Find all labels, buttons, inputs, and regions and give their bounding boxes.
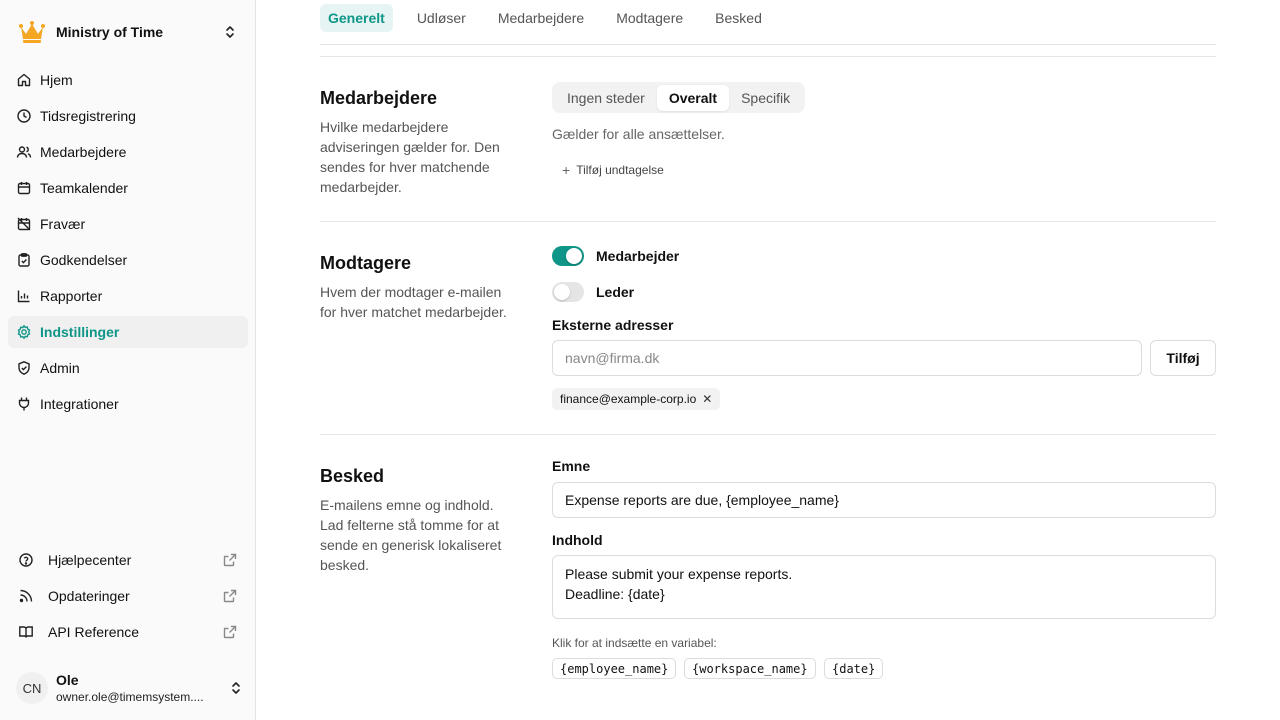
user-email: owner.ole@timemsystem.... <box>56 690 204 704</box>
close-icon[interactable]: ✕ <box>702 392 713 406</box>
external-link-icon <box>222 624 238 640</box>
section-description-message: E-mailens emne og indhold. Lad felterne stå tomme for at sende en generisk lokaliseret besked. <box>320 497 502 573</box>
user-name: Ole <box>56 672 79 688</box>
bottom-nav <box>8 544 248 652</box>
sidebar-item-api-reference[interactable] <box>8 616 248 648</box>
toggle-knob <box>554 284 570 300</box>
sidebar-item-label: Medarbejdere <box>40 144 127 160</box>
sidebar-item-medarbejdere[interactable] <box>8 136 248 168</box>
sidebar-item-rapporter[interactable] <box>8 280 248 312</box>
clipboard-check-icon <box>16 252 32 268</box>
sidebar-item-label: API Reference <box>48 624 140 640</box>
toggle-label: Leder <box>596 284 635 300</box>
section-title-message: Besked <box>320 466 385 486</box>
help-icon <box>18 552 34 568</box>
tab-besked[interactable]: Besked <box>715 10 762 26</box>
users-icon <box>16 144 32 160</box>
user-info <box>56 672 228 704</box>
divider <box>320 56 1216 57</box>
scope-option-none[interactable]: Ingen steder <box>567 89 645 106</box>
section-description-recipients: Hvem der modtager e-mailen for hver matchet medarbejder. <box>320 284 507 320</box>
external-link-icon <box>222 588 238 604</box>
address-chip <box>552 388 720 410</box>
divider <box>320 221 1216 222</box>
variable-chip-date[interactable]: {date} <box>824 658 883 679</box>
plus-icon: + <box>562 162 571 178</box>
scope-segmented-control <box>552 82 805 113</box>
body-textarea[interactable] <box>552 555 1216 619</box>
add-exception-button[interactable] <box>562 162 664 178</box>
divider <box>320 434 1216 435</box>
book-icon <box>18 624 34 640</box>
tab-modtagere[interactable]: Modtagere <box>616 10 684 26</box>
main-content <box>256 0 1280 720</box>
sidebar-item-label: Hjælpecenter <box>48 552 132 568</box>
sidebar-item-label: Rapporter <box>40 288 103 304</box>
sidebar-item-label: Fravær <box>40 216 86 232</box>
address-chip-label: finance@example-corp.io <box>560 392 697 406</box>
section-title-employees: Medarbejdere <box>320 88 438 108</box>
employee-toggle[interactable] <box>552 246 584 266</box>
sidebar-item-hjem[interactable] <box>8 64 248 96</box>
workspace-switcher[interactable] <box>16 16 240 48</box>
main-nav <box>8 64 248 424</box>
manager-toggle[interactable] <box>552 282 584 302</box>
section-description-employees: Hvilke medarbejdere adviseringen gælder for. Den sendes for hver matchende medarbejder. <box>320 119 500 195</box>
sidebar-item-tidsregistrering[interactable] <box>8 100 248 132</box>
sidebar-item-teamkalender[interactable] <box>8 172 248 204</box>
rss-icon <box>18 588 34 604</box>
tab-udloser[interactable]: Udløser <box>416 10 466 26</box>
divider <box>320 44 1216 45</box>
sidebar-item-label: Integrationer <box>40 396 119 412</box>
sidebar-item-label: Godkendelser <box>40 252 128 268</box>
section-tabs <box>320 4 778 32</box>
variables-hint: Klik for at indsætte en variabel: <box>552 636 717 650</box>
crown-icon <box>16 16 48 48</box>
workspace-name: Ministry of Time <box>56 24 164 40</box>
scope-option-specific[interactable]: Specifik <box>741 89 791 106</box>
toggle-row-manager <box>552 282 634 302</box>
section-title-recipients: Modtagere <box>320 253 412 273</box>
sidebar-item-admin[interactable] <box>8 352 248 384</box>
external-address-input[interactable] <box>552 340 1142 376</box>
sidebar-item-help[interactable] <box>8 544 248 576</box>
tab-medarbejdere[interactable]: Medarbejdere <box>497 10 585 26</box>
external-link-icon <box>222 552 238 568</box>
sidebar-item-label: Hjem <box>40 72 73 88</box>
tab-generelt[interactable]: Generelt <box>320 4 393 32</box>
chevrons-up-down-icon <box>222 24 238 40</box>
calendar-off-icon <box>16 216 32 232</box>
variable-chip-employee-name[interactable]: {employee_name} <box>552 658 676 679</box>
chart-icon <box>16 288 32 304</box>
avatar: CN <box>16 672 48 704</box>
variable-chip-workspace-name[interactable]: {workspace_name} <box>684 658 816 679</box>
scope-note: Gælder for alle ansættelser. <box>552 126 725 142</box>
calendar-icon <box>16 180 32 196</box>
sidebar-item-updates[interactable] <box>8 580 248 612</box>
home-icon <box>16 72 32 88</box>
shield-icon <box>16 360 32 376</box>
sidebar-item-label: Admin <box>40 360 80 376</box>
sidebar-item-integrationer[interactable] <box>8 388 248 420</box>
sidebar-item-label: Opdateringer <box>48 588 130 604</box>
sidebar <box>0 0 256 720</box>
clock-icon <box>16 108 32 124</box>
scope-option-everywhere[interactable]: Overalt <box>657 85 729 111</box>
add-address-button[interactable]: Tilføj <box>1150 340 1216 376</box>
sidebar-item-indstillinger[interactable] <box>8 316 248 348</box>
chevrons-up-down-icon <box>228 680 244 696</box>
subject-label: Emne <box>552 458 591 474</box>
sidebar-item-label: Teamkalender <box>40 180 128 196</box>
user-menu[interactable] <box>16 668 244 708</box>
sidebar-item-label: Tidsregistrering <box>40 108 136 124</box>
plug-icon <box>16 396 32 412</box>
body-label: Indhold <box>552 532 603 548</box>
sidebar-item-fravaer[interactable] <box>8 208 248 240</box>
sidebar-item-label: Indstillinger <box>40 324 120 340</box>
toggle-knob <box>566 248 582 264</box>
gear-icon <box>16 324 32 340</box>
add-exception-label: Tilføj undtagelse <box>576 163 664 177</box>
toggle-label: Medarbejder <box>596 248 680 264</box>
toggle-row-employee <box>552 246 679 266</box>
subject-input[interactable] <box>552 482 1216 518</box>
external-addresses-label: Eksterne adresser <box>552 317 674 333</box>
sidebar-item-godkendelser[interactable] <box>8 244 248 276</box>
